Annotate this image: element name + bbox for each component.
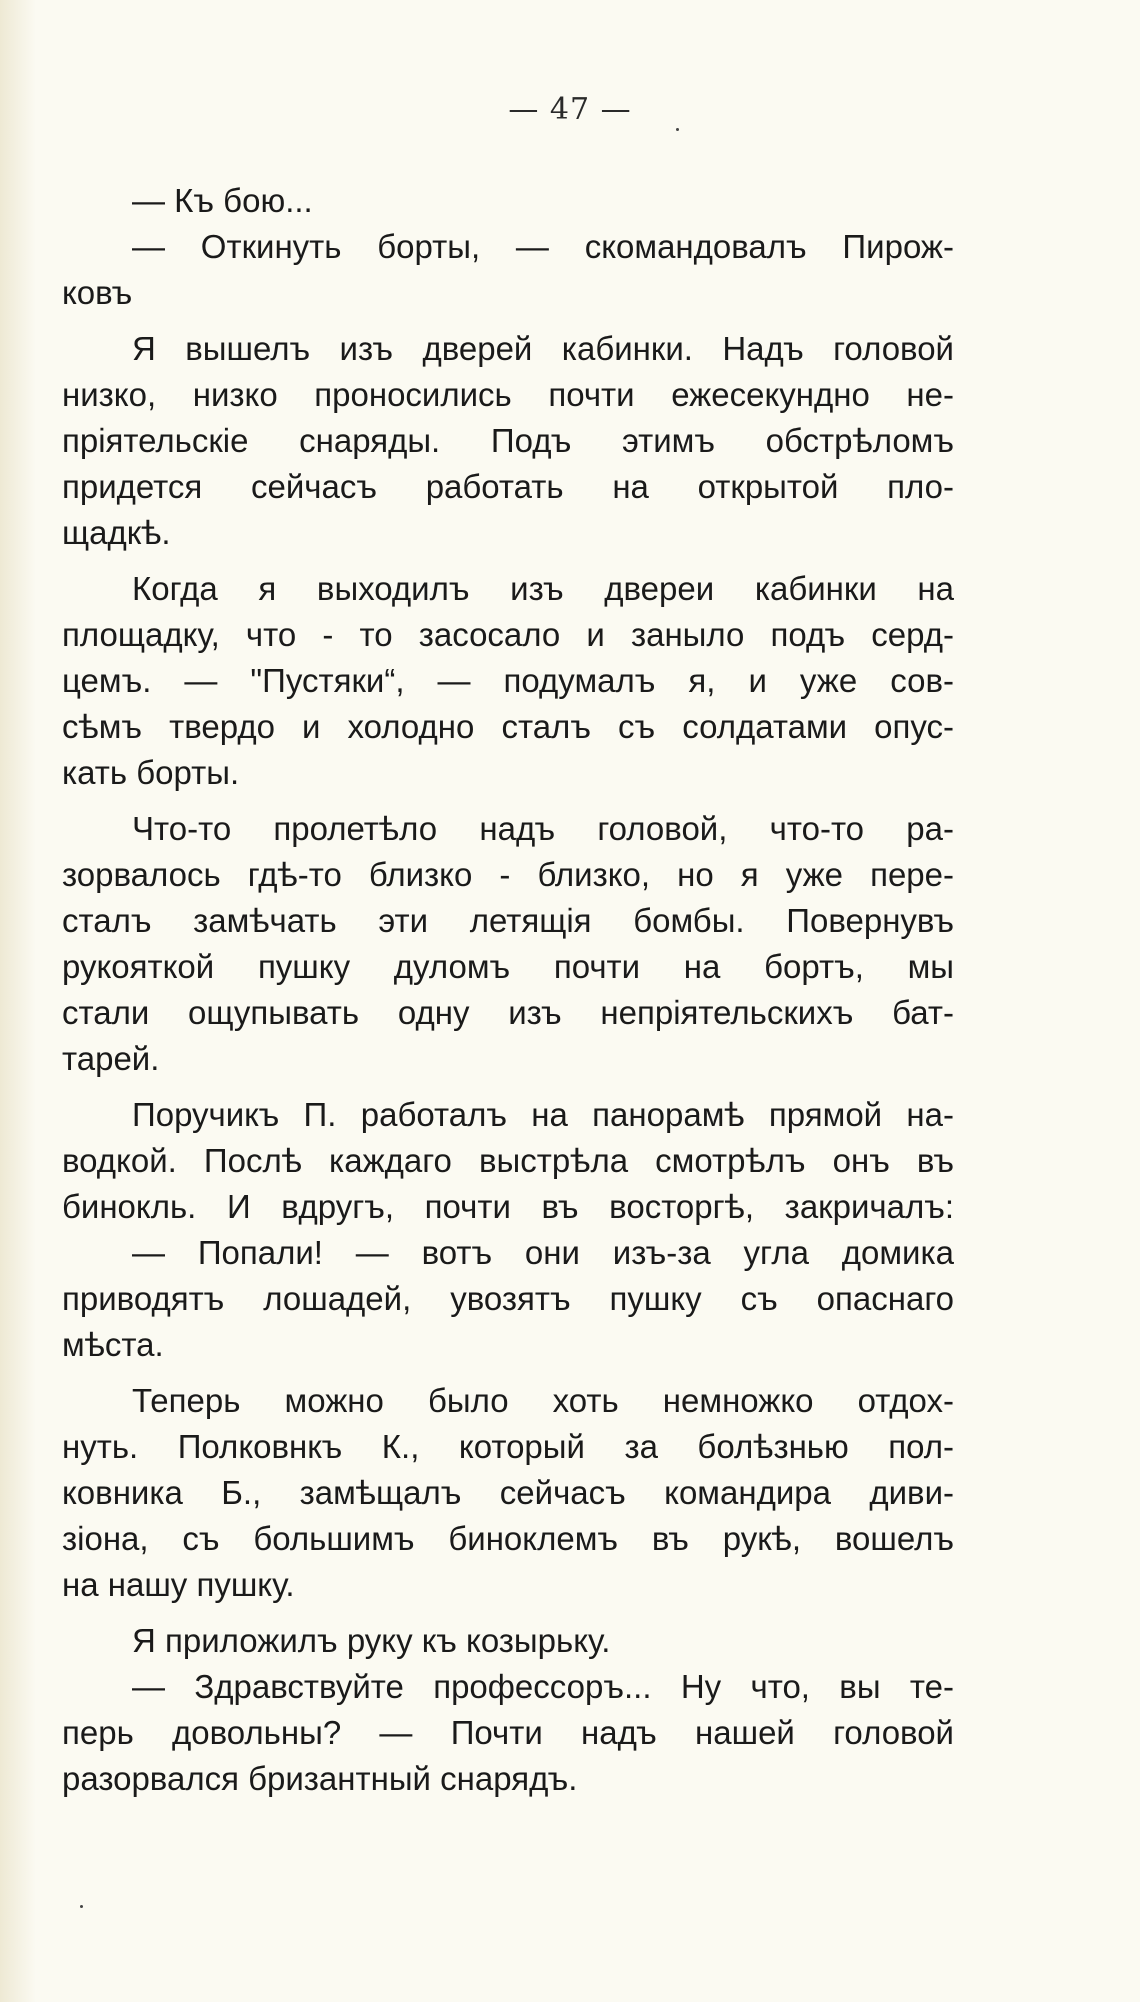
text-line: тарей. <box>62 1040 160 1077</box>
print-speck <box>676 128 679 131</box>
paragraph-gap <box>62 1368 954 1378</box>
paragraph-gap <box>62 1082 954 1092</box>
text-line: — Откинуть борты, — скомандовалъ Пирож- <box>132 228 954 265</box>
page-gutter-shadow <box>0 0 36 2002</box>
text-line: зорвалось гдѣ-то близко - близко, но я уже пере- <box>62 856 954 893</box>
text-line: — Къ бою... <box>132 182 313 219</box>
text-line: Поручикъ П. работалъ на панорамѣ прямой на- <box>132 1096 954 1133</box>
text-line: Что-то пролетѣло надъ головой, что-то ра- <box>132 810 954 847</box>
page-body-text <box>62 178 954 1802</box>
text-line: сталъ замѣчать эти летящія бомбы. Повернувъ <box>62 902 954 939</box>
paragraph-gap <box>62 796 954 806</box>
text-line: на нашу пушку. <box>62 1566 295 1603</box>
text-line: придется сейчасъ работать на открытой пло- <box>62 468 954 505</box>
paragraph-gap <box>62 1608 954 1618</box>
text-line: рукояткой пушку дуломъ почти на бортъ, мы <box>62 948 954 985</box>
text-line: низко, низко проносились почти ежесекундно не- <box>62 376 954 413</box>
text-line: приводятъ лошадей, увозятъ пушку съ опаснаго <box>62 1280 954 1317</box>
text-line: водкой. Послѣ каждаго выстрѣла смотрѣлъ онъ въ <box>62 1142 954 1179</box>
text-line: — Здравствуйте профессоръ... Ну что, вы те- <box>132 1668 954 1705</box>
text-line: стали ощупывать одну изъ непріятельскихъ бат- <box>62 994 954 1031</box>
text-line: ковъ <box>62 274 133 311</box>
text-line: цемъ. — "Пустяки“, — подумалъ я, и уже сов- <box>62 662 954 699</box>
text-line: пріятельскіе снаряды. Подъ этимъ обстрѣломъ <box>62 422 954 459</box>
text-line: — Попали! — вотъ они изъ-за угла домика <box>132 1234 954 1271</box>
text-line: сѣмъ твердо и холодно сталъ съ солдатами опус- <box>62 708 954 745</box>
text-line: Я вышелъ изъ дверей кабинки. Надъ головой <box>132 330 954 367</box>
paragraph-gap <box>62 316 954 326</box>
text-line: площадку, что - то засосало и заныло подъ серд- <box>62 616 954 653</box>
text-line: зіона, съ большимъ биноклемъ въ рукѣ, вошелъ <box>62 1520 954 1557</box>
text-line: щадкѣ. <box>62 514 171 551</box>
page-number: — 47 — <box>508 92 632 127</box>
text-line: Я приложилъ руку къ козырьку. <box>132 1622 611 1659</box>
text-line: мѣста. <box>62 1326 164 1363</box>
text-line: нуть. Полковнкъ К., который за болѣзнью пол- <box>62 1428 954 1465</box>
text-line: кать борты. <box>62 754 240 791</box>
print-speck <box>80 1905 83 1908</box>
paragraph-gap <box>62 556 954 566</box>
text-line: ковника Б., замѣщалъ сейчасъ командира диви- <box>62 1474 954 1511</box>
text-line: перь довольны? — Почти надъ нашей головой <box>62 1714 954 1751</box>
text-line: Теперь можно было хоть немножко отдох- <box>132 1382 954 1419</box>
text-line: Когда я выходилъ изъ двереи кабинки на <box>132 570 954 607</box>
text-line: разорвался бризантный снарядъ. <box>62 1760 578 1797</box>
text-line: бинокль. И вдругъ, почти въ восторгѣ, закричалъ: <box>62 1188 954 1225</box>
